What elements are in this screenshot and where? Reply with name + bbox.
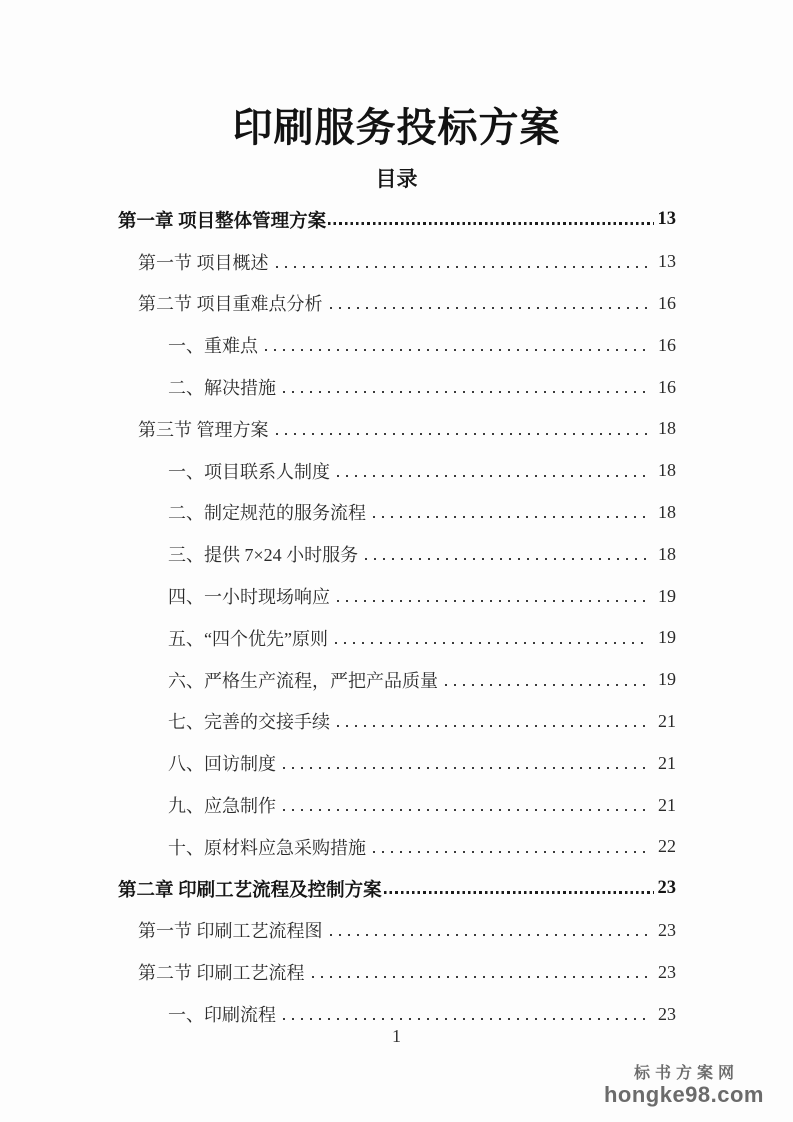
toc-dot-leader (283, 1018, 649, 1020)
toc-entry[interactable] (118, 951, 676, 993)
toc-entry[interactable] (118, 868, 676, 910)
toc-entry-label: 第二节 印刷工艺流程 (138, 963, 305, 984)
toc-entry[interactable] (118, 492, 676, 534)
toc-entry-page-number: 21 (658, 794, 676, 815)
toc-entry-label: 七、完善的交接手续 (168, 712, 330, 733)
toc-entry[interactable] (118, 575, 676, 617)
toc-dot-leader (445, 684, 649, 686)
watermark-site-name: 标书方案网 (633, 1065, 739, 1082)
toc-entry-page-number: 16 (658, 334, 676, 355)
toc-dot-leader (330, 934, 650, 936)
toc-entry[interactable] (118, 826, 676, 868)
toc-entry-page-number: 19 (658, 585, 676, 606)
toc-entry[interactable] (118, 701, 676, 743)
toc-entry-page-number: 21 (658, 710, 676, 731)
toc-entry-page-number: 18 (658, 418, 676, 439)
toc-entry-page-number: 21 (658, 752, 676, 773)
toc-entry[interactable] (118, 283, 676, 325)
toc-entry[interactable] (118, 408, 676, 450)
toc-dot-leader (328, 222, 654, 225)
toc-entry[interactable] (118, 742, 676, 784)
toc-entry-label: 一、印刷流程 (168, 1005, 276, 1026)
toc-dot-leader (283, 767, 649, 769)
toc-entry-page-number: 13 (657, 209, 676, 230)
toc-entry-page-number: 22 (658, 836, 676, 857)
toc-entry-page-number: 16 (658, 376, 676, 397)
watermark (604, 1066, 764, 1106)
toc-dot-leader (337, 475, 649, 477)
toc-dot-leader (373, 516, 649, 518)
toc-entry-label: 一、重难点 (168, 336, 258, 357)
toc-dot-leader (283, 809, 649, 811)
toc-dot-leader (312, 976, 650, 978)
toc-list (118, 199, 676, 1035)
toc-entry-label: 三、提供 7×24 小时服务 (168, 545, 359, 566)
toc-entry-label: 第三节 管理方案 (138, 419, 269, 440)
toc-dot-leader (265, 349, 649, 351)
toc-dot-leader (283, 391, 649, 393)
document-title: 印刷服务投标方案 (232, 105, 561, 150)
toc-entry[interactable] (118, 324, 676, 366)
toc-entry-page-number: 23 (658, 919, 676, 940)
toc-entry-label: 十、原材料应急采购措施 (168, 837, 366, 858)
toc-entry-page-number: 19 (658, 627, 676, 648)
toc-entry-page-number: 23 (657, 878, 676, 899)
toc-entry-label: 八、回访制度 (168, 754, 276, 775)
toc-entry-label: 五、“四个优先”原则 (168, 628, 328, 649)
toc-entry[interactable] (118, 617, 676, 659)
toc-entry-page-number: 23 (658, 961, 676, 982)
toc-dot-leader (330, 307, 650, 309)
toc-entry-page-number: 18 (658, 501, 676, 522)
toc-dot-leader (276, 433, 650, 435)
toc-entry[interactable] (118, 366, 676, 408)
toc-entry[interactable] (118, 910, 676, 952)
toc-entry-page-number: 18 (658, 460, 676, 481)
toc-dot-leader (276, 266, 650, 268)
toc-entry[interactable] (118, 533, 676, 575)
toc-entry-label: 九、应急制作 (168, 796, 276, 817)
toc-entry[interactable] (118, 199, 676, 241)
toc-entry[interactable] (118, 241, 676, 283)
toc-entry-label: 第二章 印刷工艺流程及控制方案 (118, 880, 382, 901)
toc-dot-leader (365, 558, 649, 560)
toc-dot-leader (337, 725, 649, 727)
toc-entry-label: 第二节 项目重难点分析 (138, 294, 323, 315)
toc-dot-leader (335, 642, 649, 644)
toc-entry-label: 六、严格生产流程，严把产品质量 (168, 670, 438, 691)
toc-entry-page-number: 18 (658, 543, 676, 564)
toc-entry[interactable] (118, 784, 676, 826)
toc-dot-leader (373, 851, 649, 853)
toc-heading: 目录 (375, 167, 418, 191)
toc-entry-label: 四、一小时现场响应 (168, 587, 330, 608)
toc-entry-label: 二、制定规范的服务流程 (168, 503, 366, 524)
toc-entry-label: 第一节 项目概述 (138, 252, 269, 273)
toc-entry-page-number: 13 (658, 251, 676, 272)
footer-page-number: 1 (392, 1026, 401, 1046)
toc-entry-label: 第一节 印刷工艺流程图 (138, 921, 323, 942)
toc-dot-leader (337, 600, 649, 602)
toc-entry-page-number: 16 (658, 292, 676, 313)
toc-entry-label: 第一章 项目整体管理方案 (118, 211, 327, 232)
toc-entry-label: 二、解决措施 (168, 378, 276, 399)
toc-entry[interactable] (118, 450, 676, 492)
toc-dot-leader (384, 891, 654, 894)
toc-entry-label: 一、项目联系人制度 (168, 461, 330, 482)
toc-entry[interactable] (118, 659, 676, 701)
toc-entry-page-number: 19 (658, 669, 676, 690)
toc-entry-page-number: 23 (658, 1003, 676, 1024)
watermark-site-url: hongke98.com (603, 1081, 764, 1107)
